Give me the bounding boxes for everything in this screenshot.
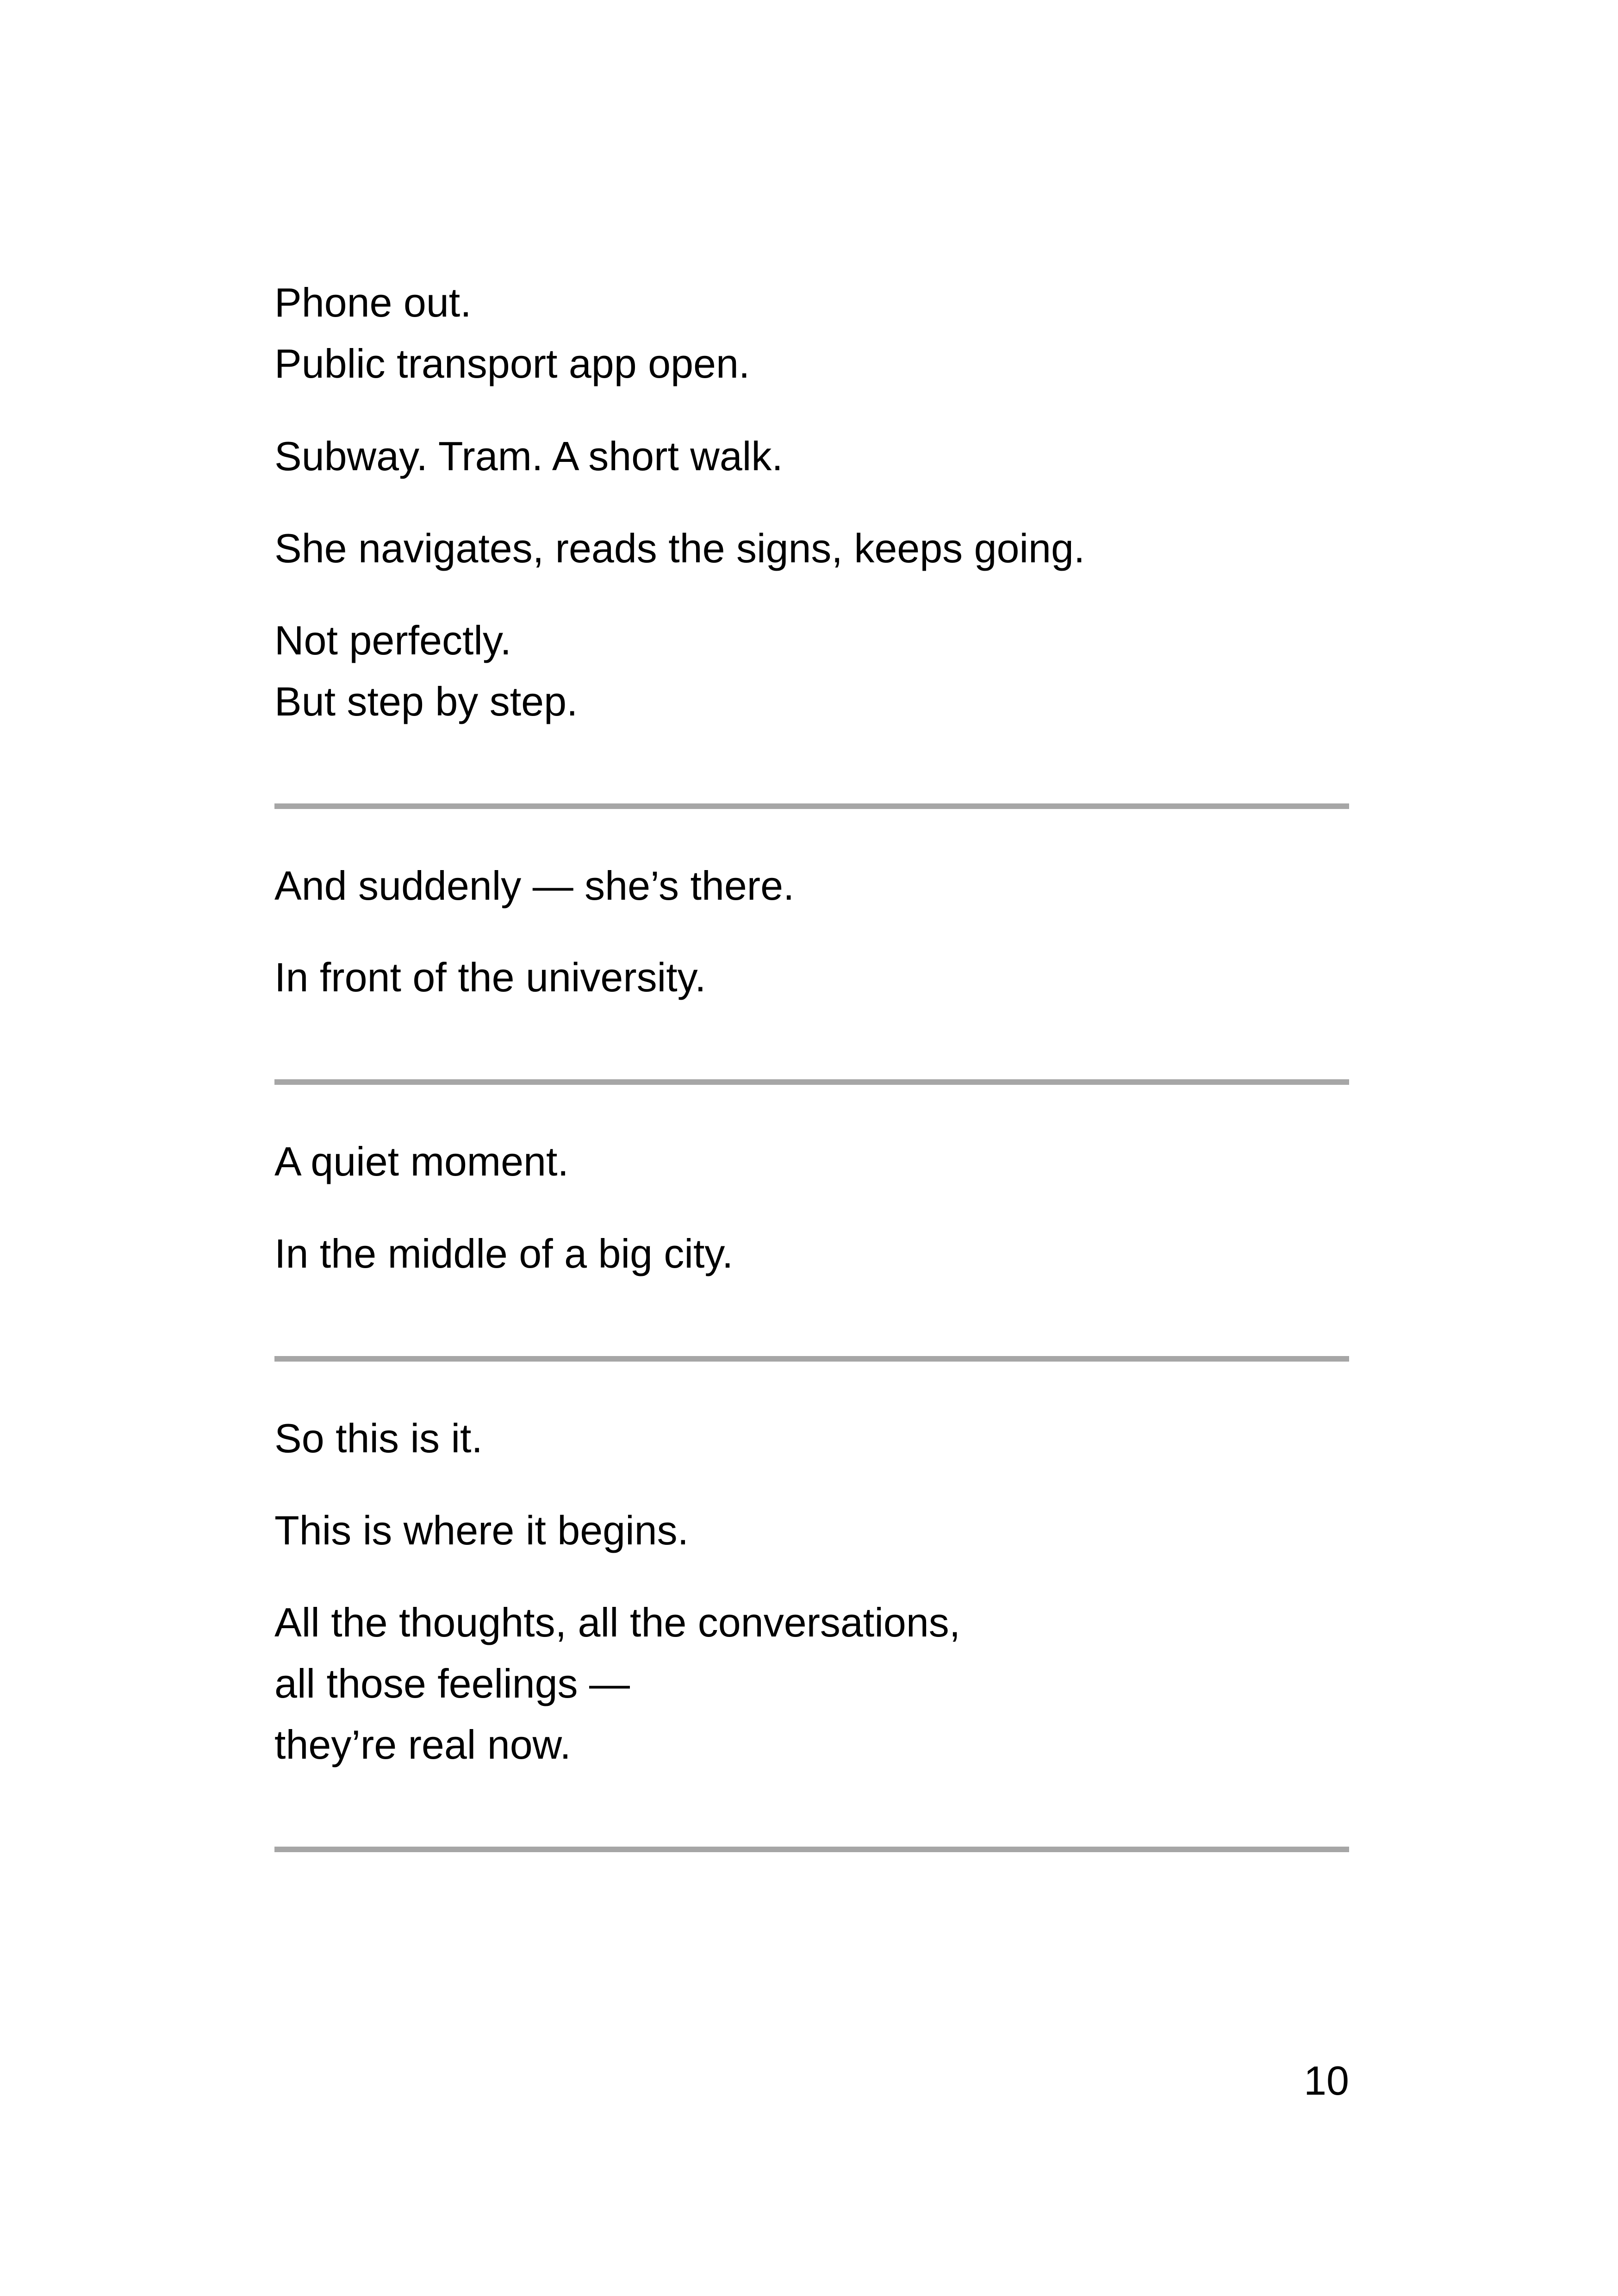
text-line: Phone out.	[274, 280, 472, 325]
section-divider	[274, 1079, 1349, 1085]
text-line: they’re real now.	[274, 1722, 571, 1767]
section-divider	[274, 1356, 1349, 1362]
text-line: all those feelings —	[274, 1661, 630, 1706]
page-number: 10	[1304, 2058, 1349, 2103]
section-divider	[274, 803, 1349, 809]
text-line: A quiet moment.	[274, 1139, 569, 1184]
text-line: All the thoughts, all the conversations,	[274, 1599, 961, 1645]
text-line: So this is it.	[274, 1415, 483, 1461]
section-divider	[274, 1847, 1349, 1852]
text-line: Not perfectly.	[274, 617, 511, 663]
text-line: Public transport app open.	[274, 341, 750, 386]
text-line: And suddenly — she’s there.	[274, 863, 795, 908]
text-line: This is where it begins.	[274, 1507, 689, 1553]
text-line: But step by step.	[274, 678, 578, 724]
text-line: In front of the university.	[274, 954, 706, 1000]
text-line: In the middle of a big city.	[274, 1231, 734, 1276]
text-line: She navigates, reads the signs, keeps going.	[274, 525, 1085, 571]
text-line: Subway. Tram. A short walk.	[274, 433, 783, 479]
